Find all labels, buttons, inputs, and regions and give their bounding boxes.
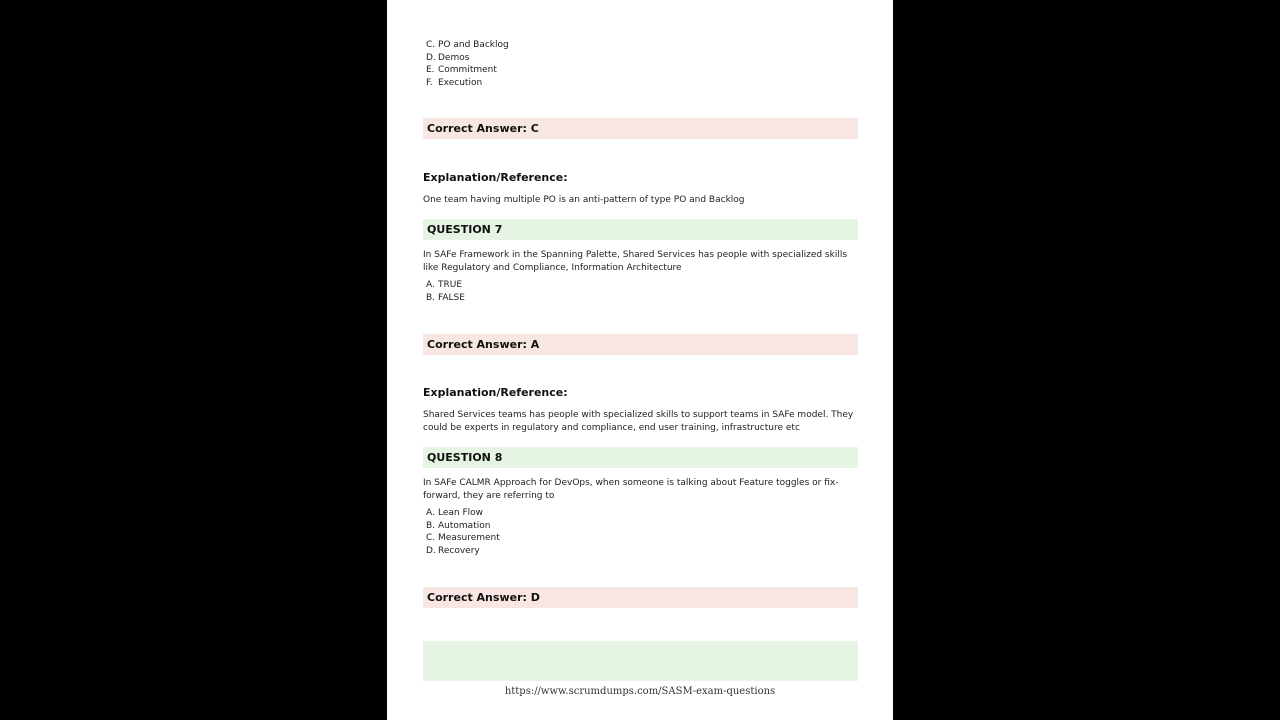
question-8-title: QUESTION 8 [427, 451, 503, 464]
question-8-bar [423, 447, 858, 468]
question-8-text: In SAFe CALMR Approach for DevOps, when someone is talking about Feature toggles or fix-forward, they are referring to [423, 478, 839, 501]
question-7-bar [423, 219, 858, 240]
correct-answer-bar [423, 587, 858, 608]
correct-answer-text: Correct Answer: D [427, 591, 540, 604]
question-7-text: In SAFe Framework in the Spanning Palette, Shared Services has people with specialized skills like Regulatory and Compliance, Information Architecture [423, 250, 848, 273]
explanation-heading: Explanation/Reference: [423, 386, 568, 399]
option-e: E. Commitment [426, 65, 497, 75]
correct-answer-bar [423, 118, 858, 139]
correct-answer-bar [423, 334, 858, 355]
option-d: D. Recovery [426, 546, 480, 556]
footer-banner [423, 641, 858, 681]
option-d: D. Demos [426, 53, 470, 63]
option-a: A. Lean Flow [426, 508, 484, 518]
option-b: B. FALSE [426, 293, 465, 303]
explanation-heading: Explanation/Reference: [423, 171, 568, 184]
option-c: C. Measurement [426, 533, 500, 543]
option-a: A. TRUE [426, 280, 463, 290]
footer-url-link[interactable]: https://www.scrumdumps.com/SASM-exam-questions [504, 686, 776, 697]
correct-answer-text: Correct Answer: C [427, 122, 539, 135]
option-c: C. PO and Backlog [426, 40, 509, 50]
correct-answer-text: Correct Answer: A [427, 338, 540, 351]
document-page [387, 0, 893, 720]
explanation-text: Shared Services teams has people with specialized skills to support teams in SAFe model. They could be experts in regulatory and compliance, end user training, infrastructure etc [423, 410, 854, 433]
option-b: B. Automation [426, 521, 491, 531]
explanation-text: One team having multiple PO is an anti-pattern of type PO and Backlog [423, 195, 745, 205]
option-f: F. Execution [426, 78, 483, 88]
question-7-title: QUESTION 7 [427, 223, 503, 236]
